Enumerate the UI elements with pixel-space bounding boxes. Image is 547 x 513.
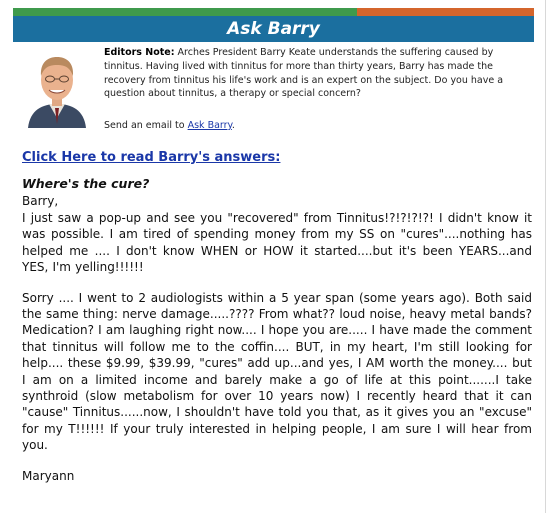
send-email-line [104,120,235,131]
stripe-orange [357,8,534,16]
editor-note-label: Editors Note: [104,47,175,58]
send-email-prefix: Send an email to [104,120,188,131]
ask-barry-email-link[interactable]: Ask Barry [187,120,232,131]
read-barrys-answers-link[interactable]: Click Here to read Barry's answers: [22,150,281,165]
reader-letter [22,176,532,484]
editor-note-body: Arches President Barry Keate understands the suffering caused by tinnitus. Having lived with tinnitus for more than thirty years, Barry has made the recovery from tinnitus his life's work and is an expert on the subject. Do you have a question about tinnitus, a therapy or special concern? [104,47,504,100]
stripe-green [13,8,357,16]
letter-salutation: Barry, [22,194,59,208]
editor-note-text [104,46,534,101]
ask-barry-banner [13,8,534,42]
letter-heading: Where's the cure? [22,176,150,191]
letter-paragraph-2: Sorry .... I went to 2 audiologists within a 5 year span (some years ago). Both said the same thing: nerve damage.....???? From what?? loud noise, heavy metal bands? Medication? I am laughing right now.... I hope you are..... I have made the comment that tinnitus will follow me to the coffin.... BUT, in my heart, I'm still looking for help.... these $9.99, $39.99, "cures" add up...and yes, I AM worth the money.... but I am on a limited income and barely make a go of life at this point.......I take synthroid (slow metabolism for over 10 years now) I recently heard that it can "cause" Tinnitus......now, I shouldn't have told you that, as it gives you an "excuse" for my T!!!!!! If your truly interested in helping people, I am sure I will hear from you. [22,290,532,453]
letter-signature: Maryann [22,468,75,483]
editor-note-section [22,46,532,136]
banner-title: Ask Barry [13,16,534,42]
barry-portrait-avatar [22,48,92,128]
color-stripe [13,8,534,16]
letter-paragraph-1: I just saw a pop-up and see you "recovered" from Tinnitus!?!?!?!?! I didn't know it was possible. I am tired of spending money from my SS on "cures"....nothing has helped me .... I don't know WHEN or HOW it started....but it's been YEARS...and YES, I'm yelling!!!!!! [22,211,532,275]
send-email-suffix: . [231,120,235,131]
